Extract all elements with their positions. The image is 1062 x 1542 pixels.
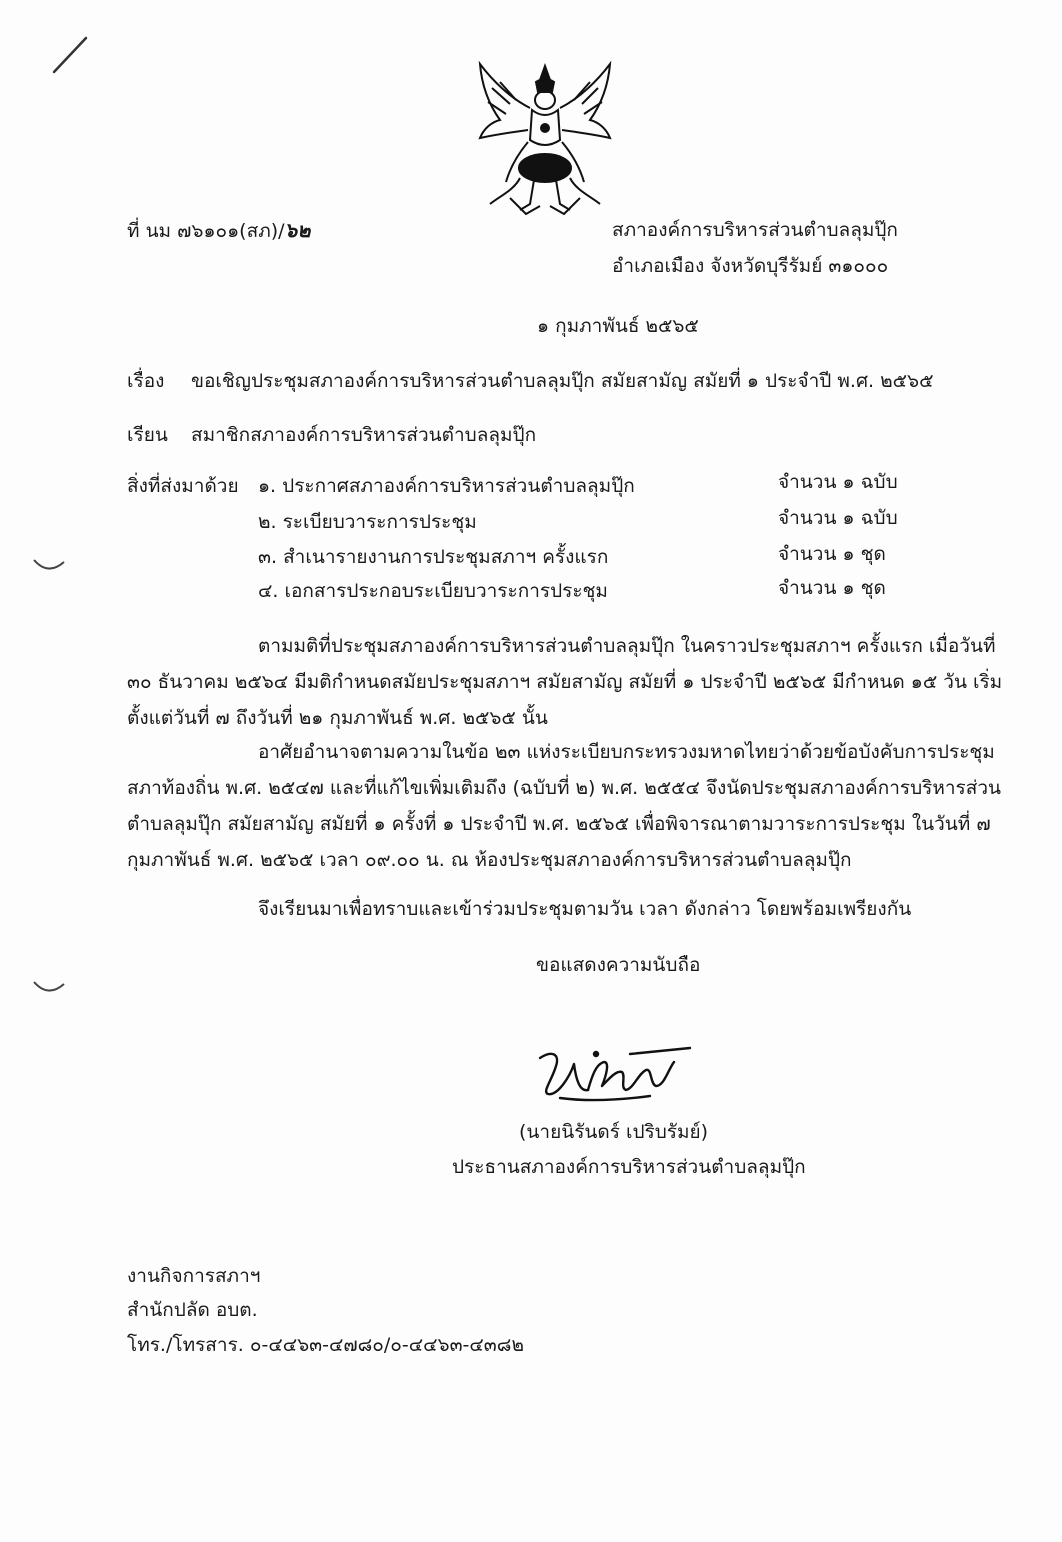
body-paragraph-3: จึงเรียนมาเพื่อทราบและเข้าร่วมประชุมตามวัน เวลา ดังกล่าว โดยพร้อมเพรียงกัน: [258, 898, 912, 920]
enclosure-quantity: จำนวน ๑ ฉบับ: [778, 507, 898, 529]
enclosure-quantity: จำนวน ๑ ฉบับ: [778, 471, 898, 493]
enclosure-quantity: จำนวน ๑ ชุด: [778, 543, 886, 565]
pen-stroke-mark: [40, 30, 100, 80]
garuda-emblem-icon: [470, 58, 620, 218]
handwritten-signature: [530, 1040, 710, 1110]
subject-text: ขอเชิญประชุมสภาองค์การบริหารส่วนตำบลลุมปุ๊ก สมัยสามัญ สมัยที่ ๑ ประจำปี พ.ศ. ๒๕๖๕: [191, 370, 934, 392]
recipient-text: สมาชิกสภาองค์การบริหารส่วนตำบลลุมปุ๊ก: [191, 424, 537, 446]
organization-name: สภาองค์การบริหารส่วนตำบลลุมปุ๊ก: [612, 219, 898, 241]
footer-department: งานกิจการสภาฯ: [127, 1265, 261, 1287]
document-reference: [127, 218, 310, 243]
organization-address: อำเภอเมือง จังหวัดบุรีรัมย์ ๓๑๐๐๐: [612, 255, 889, 277]
reference-handwritten-number: ๖๒: [284, 218, 311, 242]
paragraph-line: ๓๐ ธันวาคม ๒๕๖๔ มีมติกำหนดสมัยประชุมสภาฯ สมัยสามัญ สมัยที่ ๑ ประจำปี ๒๕๖๕ มีกำหนด ๑๕ วัน เริ่ม: [127, 671, 1003, 693]
enclosures-label: สิ่งที่ส่งมาด้วย: [127, 475, 239, 497]
recipient-label: เรียน: [127, 424, 168, 446]
enclosure-item: ๑. ประกาศสภาองค์การบริหารส่วนตำบลลุมปุ๊ก: [258, 475, 635, 497]
punch-hole-mark: [30, 976, 70, 1000]
letter-date: ๑ กุมภาพันธ์ ๒๕๖๕: [537, 315, 699, 337]
reference-number: ที่ นม ๗๖๑๐๑(สภ)/: [127, 220, 285, 242]
closing-salutation: ขอแสดงความนับถือ: [536, 954, 701, 976]
enclosure-quantity: จำนวน ๑ ชุด: [778, 577, 886, 599]
enclosure-item: ๔. เอกสารประกอบระเบียบวาระการประชุม: [258, 580, 608, 602]
signer-name: (นายนิรันดร์ เปริบรัมย์): [519, 1121, 709, 1143]
paragraph-line: ตามมติที่ประชุมสภาองค์การบริหารส่วนตำบลลุมปุ๊ก ในคราวประชุมสภาฯ ครั้งแรก เมื่อวันที่: [258, 635, 996, 657]
footer-office: สำนักปลัด อบต.: [127, 1299, 258, 1321]
paragraph-line: อาศัยอำนาจตามความในข้อ ๒๓ แห่งระเบียบกระทรวงมหาดไทยว่าด้วยข้อบังคับการประชุม: [258, 741, 995, 763]
body-paragraph-2: [127, 734, 1002, 878]
enclosure-item: ๓. สำเนารายงานการประชุมสภาฯ ครั้งแรก: [258, 546, 609, 568]
body-paragraph-1: [127, 628, 1003, 736]
paragraph-line: สภาท้องถิ่น พ.ศ. ๒๕๔๗ และที่แก้ไขเพิ่มเติมถึง (ฉบับที่ ๒) พ.ศ. ๒๕๕๔ จึงนัดประชุมสภาองค์การบริหารส่วน: [127, 777, 1002, 799]
footer-phone: โทร./โทรสาร. ๐-๔๔๖๓-๔๗๘๐/๐-๔๔๖๓-๔๓๘๒: [127, 1334, 524, 1356]
signer-title: ประธานสภาองค์การบริหารส่วนตำบลลุมปุ๊ก: [452, 1156, 806, 1178]
paragraph-line: กุมภาพันธ์ พ.ศ. ๒๕๖๕ เวลา ๐๙.๐๐ น. ณ ห้องประชุมสภาองค์การบริหารส่วนตำบลลุมปุ๊ก: [127, 849, 852, 871]
subject-label: เรื่อง: [127, 370, 165, 392]
punch-hole-mark: [30, 554, 70, 578]
paragraph-line: ตั้งแต่วันที่ ๗ ถึงวันที่ ๒๑ กุมภาพันธ์ พ.ศ. ๒๕๖๕ นั้น: [127, 707, 548, 729]
enclosure-item: ๒. ระเบียบวาระการประชุม: [258, 511, 477, 533]
paragraph-line: ตำบลลุมปุ๊ก สมัยสามัญ สมัยที่ ๑ ครั้งที่ ๑ ประจำปี พ.ศ. ๒๕๖๕ เพื่อพิจารณาตามวาระการประชุม ในวันที่ ๗: [127, 813, 991, 835]
